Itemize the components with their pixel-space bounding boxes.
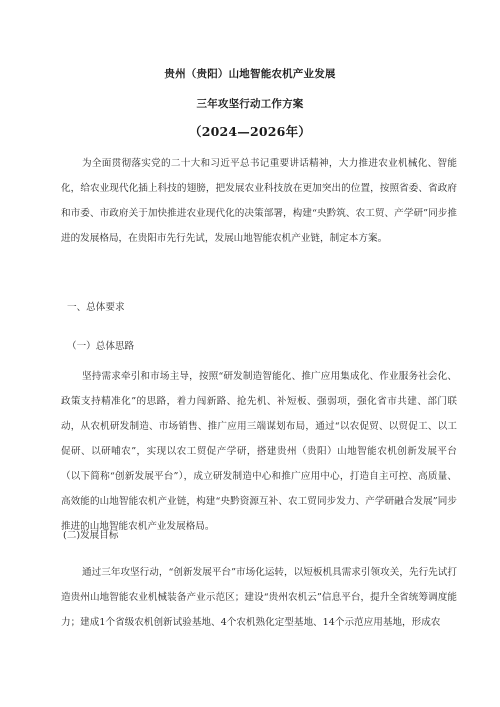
document-title-line-2: 三年攻坚行动工作方案 (196, 98, 304, 110)
document-title-years: （2024—2026年） (189, 124, 311, 139)
section-heading-overall-requirements: 一、总体要求 (67, 302, 125, 313)
subsection-heading-development-goals: (二)发展目标 (63, 530, 119, 541)
document-title-line-1: 贵州（贵阳）山地智能农机产业发展 (164, 68, 336, 80)
subsection-heading-overall-approach: （一）总体思路 (67, 341, 135, 352)
overall-approach-paragraph: 坚持需求牵引和市场主导，按照“研发制造智能化、推广应用集成化、作业服务社会化、政策支持精准化”的思路，着力闯新路、抢先机、补短板、强弱项，强化省市共建、部门联动，从农机研发制造、市场销售、推广应用三端谋划布局，通过“以农促贸、以贸促工、以工促研、以研哺农”，实现以农工贸促产学研，搭建贵州（贵阳）山地智能农机创新发展平台（以下简称“创新发展平台”），成立研发制造中心和推广应用中心，打造自主可控、高质量、高效能的山地智能农机产业链，构建“央黔资源互补、农工贸同步发力、产学研融合发展”同步推进的山地智能农机产业发展格局。 (61, 371, 457, 532)
intro-paragraph: 为全面贯彻落实党的二十大和习近平总书记重要讲话精神，大力推进农业机械化、智能化，给农业现代化插上科技的翅膀，把发展农业科技放在更加突出的位置，按照省委、省政府和市委、市政府关于加快推进农业现代化的决策部署，构建“央黔筑、农工贸、产学研”同步推进的发展格局，在贵阳市先行先试，发展山地智能农机产业链，制定本方案。 (61, 158, 457, 244)
development-goals-paragraph: 通过三年攻坚行动，“创新发展平台”市场化运转，以短板机具需求引领攻关，先行先试打造贵州山地智能农业机械装备产业示范区；建设“贵州农机云”信息平台，提升全省统筹调度能力；建成1个省级农机创新试验基地、4个农机熟化定型基地、14个示范应用基地，形成农 (61, 567, 457, 628)
